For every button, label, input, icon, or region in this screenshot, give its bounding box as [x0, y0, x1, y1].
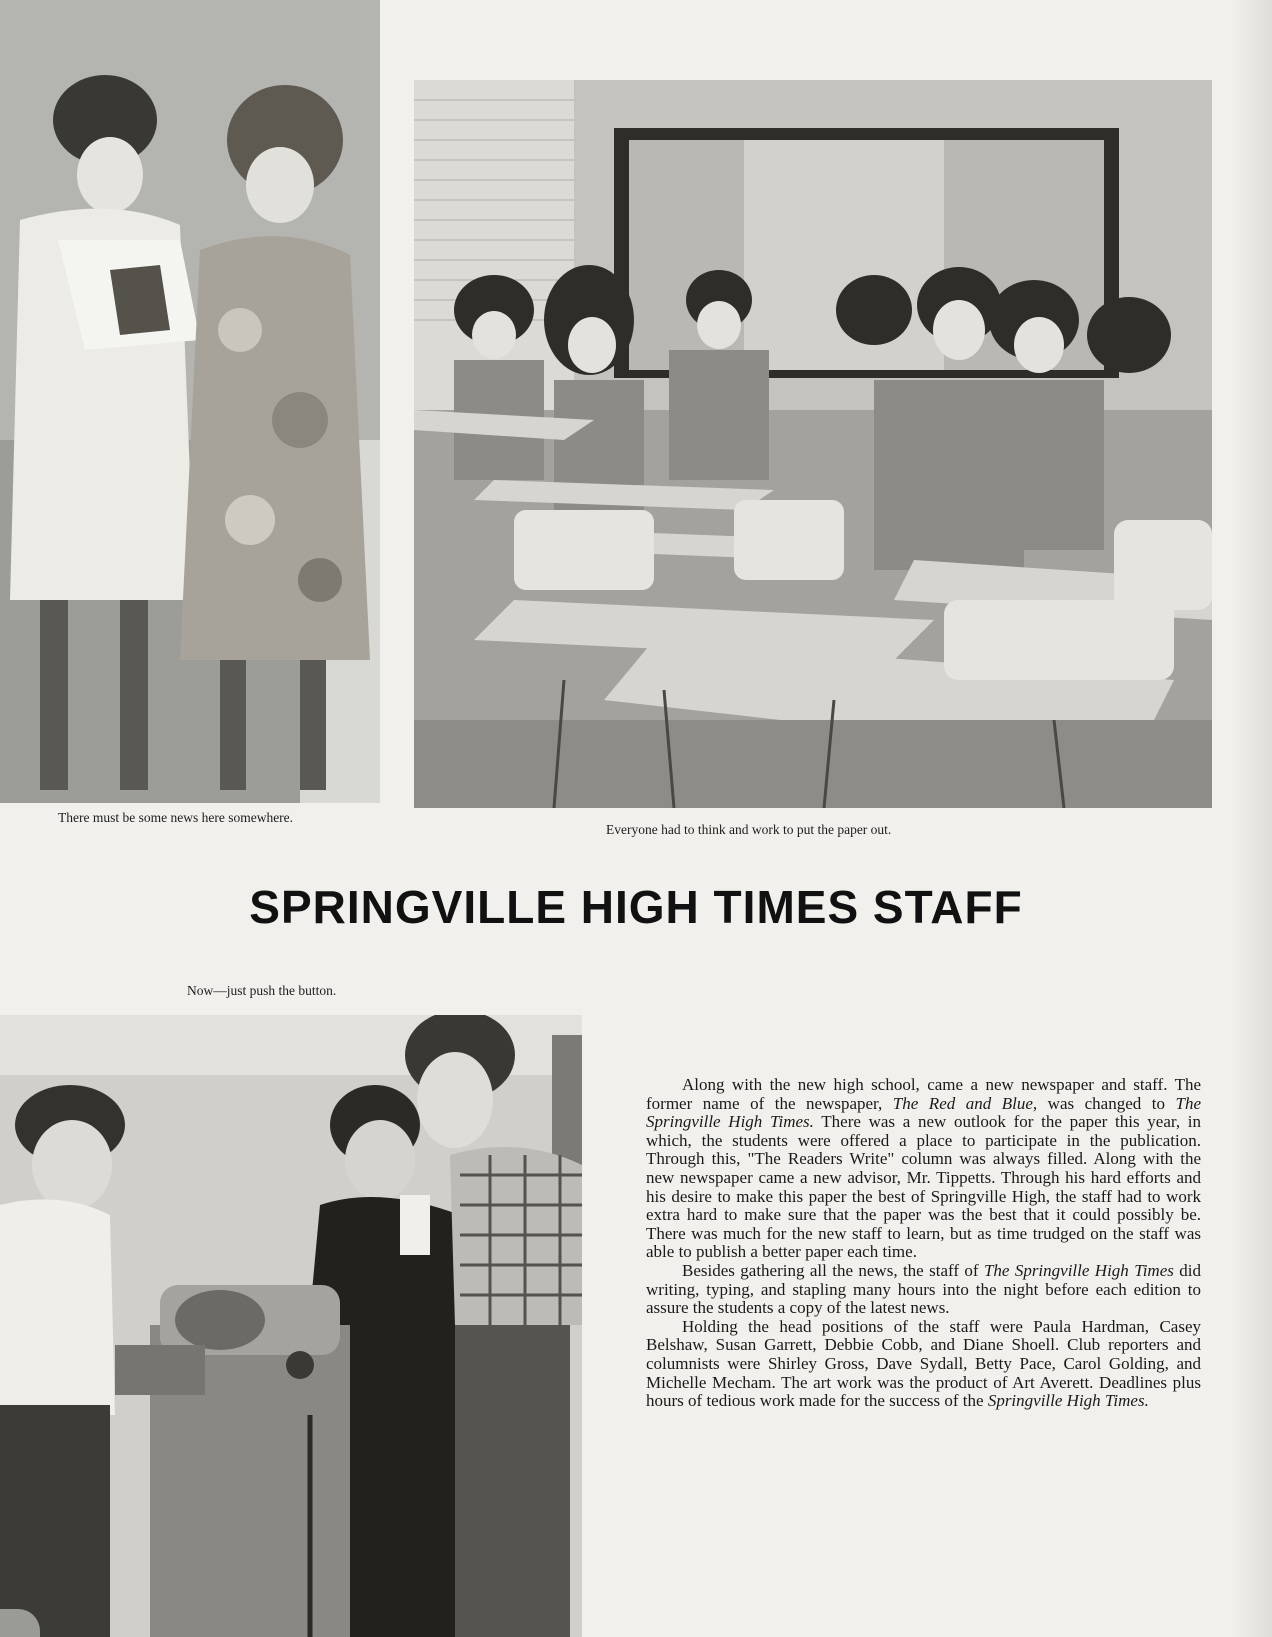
- photo-printing-press: [0, 1015, 582, 1637]
- article-paragraph-2: Besides gathering all the news, the staff of The Springville High Times did writing, typing, and stapling many hours into the night before each edition to assure the students a copy of the latest news.: [646, 1260, 1201, 1318]
- article-paragraph-1: Along with the new high school, came a new newspaper and staff. The former name of the newspaper, The Red and Blue, was changed to The Springville High Times. There was a new outlook for the paper this year, in which, the students were offered a place to participate in the publication. Through this, "The Readers Write" column was always filled. Along with the new newspaper came a new advisor, Mr. Tippetts. Through his hard efforts and his desire to make this paper the best of Springville High, the staff had to work extra hard to make sure that the paper was the best that it could possibly be. There was much for the new staff to learn, but as time trudged on the staff was able to publish a better paper each time.: [646, 1075, 1201, 1262]
- page-edge-shadow: [1232, 0, 1272, 1637]
- article-paragraph-3: Holding the head positions of the staff were Paula Hardman, Casey Belshaw, Susan Garrett, Debbie Cobb, and Diane Shoell. Club reporters and columnists were Shirley Gross, Dave Sydall, Betty Pace, Carol Golding, and Michelle Mecham. The art work was the product of Art Averett. Deadlines plus hours of tedious work made for the success of the Springville High Times.: [646, 1316, 1201, 1411]
- page-title: SPRINGVILLE HIGH TIMES STAFF: [249, 881, 1023, 933]
- caption-classroom: Everyone had to think and work to put the paper out.: [606, 822, 892, 837]
- photo-two-girls-reading: [0, 0, 380, 803]
- caption-two-girls: There must be some news here somewhere.: [58, 810, 294, 825]
- photo-classroom-staff: [414, 80, 1212, 808]
- caption-press: Now—just push the button.: [187, 983, 337, 998]
- article-body: [646, 1076, 1201, 1411]
